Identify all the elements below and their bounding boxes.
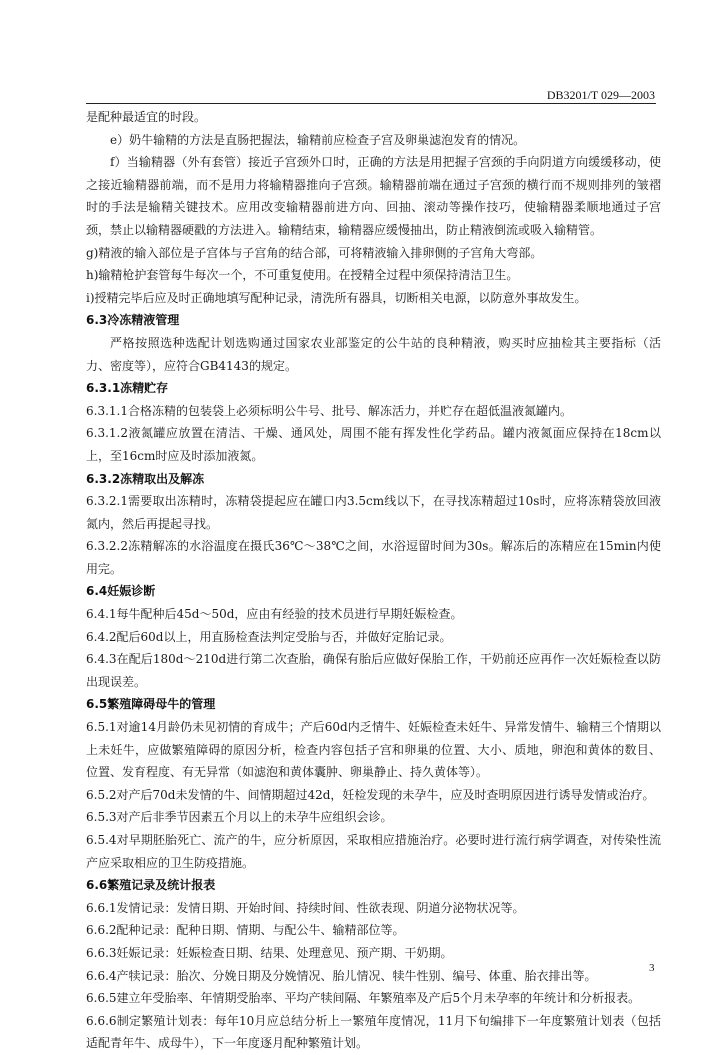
paragraph: 6.6.6制定繁殖计划表：每年10月应总结分析上一繁殖年度情况，11月下旬编排下一年度繁殖计划表（包括适配青年牛、成母牛），下一年度逐月配种繁殖计划。 [86,1013,661,1051]
section-heading: 6.5繁殖障碍母牛的管理 [86,697,216,712]
paragraph: h)输精枪护套管每牛每次一个，不可重复使用。在授精全过程中须保持清洁卫生。 [86,268,519,283]
section-heading: 6.6繁殖记录及统计报表 [86,878,216,893]
page-number: 3 [649,962,655,974]
paragraph: 6.6.4产犊记录：胎次、分娩日期及分娩情况、胎儿情况、犊牛性别、编号、体重、胎衣排出等。 [86,968,597,983]
paragraph: 6.4.1每牛配种后45d～50d，应由有经验的技术员进行早期妊娠检查。 [86,607,463,622]
section-heading: 6.3.2冻精取出及解冻 [86,471,205,486]
section-heading: 6.3.1冻精贮存 [86,381,169,396]
paragraph: 6.3.2.2冻精解冻的水浴温度在摄氏36℃～38℃之间，水浴逗留时间为30s。解冻后的冻精应在15min内使用完。 [86,539,661,576]
document-body [86,106,661,1055]
paragraph: 6.6.1发情记录：发情日期、开始时间、持续时间、性欲表现、阴道分泌物状况等。 [86,900,525,915]
paragraph: 6.3.1.1合格冻精的包装袋上必须标明公牛号、批号、解冻活力，并贮存在超低温液氮罐内。 [86,403,572,418]
paragraph: 6.5.3对产后非季节因素五个月以上的未孕牛应组织会诊。 [86,810,393,825]
section-heading: 6.3冷冻精液管理 [86,313,180,328]
paragraph: e）奶牛输精的方法是直肠把握法，输精前应检查子宫及卵巢滤泡发育的情况。 [110,132,526,147]
paragraph: 是配种最适宜的时段。 [86,110,207,124]
paragraph: i)授精完毕后应及时正确地填写配种记录，清洗所有器具，切断相关电源，以防意外事故发生。 [86,290,587,305]
paragraph: 6.6.2配种记录：配种日期、情期、与配公牛、输精部位等。 [86,923,405,938]
paragraph: 6.3.1.2液氮罐应放置在清洁、干燥、通风处，周围不能有挥发性化学药品。罐内液氮面应保持在18cm以上，至16cm时应及时添加液氮。 [86,426,661,463]
document-code: DB3201/T 029—2003 [546,88,655,102]
paragraph: 6.6.5建立年受胎率、年情期受胎率、平均产犊间隔、年繁殖率及产后5个月未孕率的年统计和分析报表。 [86,991,641,1006]
paragraph: 6.4.3在配后180d～210d进行第二次查胎，确保有胎后应做好保胎工作，干奶前还应再作一次妊娠检查以防出现误差。 [86,652,661,689]
section-heading: 6.4妊娠诊断 [86,584,156,599]
paragraph: 6.5.4对早期胚胎死亡、流产的牛，应分析原因，采取相应措施治疗。必要时进行流行病学调查，对传染性流产应采取相应的卫生防疫措施。 [86,833,661,870]
paragraph: 6.4.2配后60d以上，用直肠检查法判定受胎与否，并做好定胎记录。 [86,629,452,644]
paragraph: 严格按照选种选配计划选购通过国家农业部鉴定的公牛站的良种精液，购买时应抽检其主要指标（活力、密度等），应符合GB4143的规定。 [86,335,661,373]
paragraph: 6.5.2对产后70d未发情的牛、间情期超过42d，妊检发现的未孕牛，应及时查明原因进行诱导发情或治疗。 [86,787,655,802]
paragraph: f）当输精器（外有套管）接近子宫颈外口时，正确的方法是用把握子宫颈的手向阴道方向缓缓移动，使之接近输精器前端，而不是用力将输精器推向子宫颈。输精器前端在通过子宫颈的横行而不规则排列的皱褶时的手法是输精关键技术。应用改变输精器前进方向、回抽、滚动等操作技巧，使输精器柔顺地通过子宫颈，禁止以输精器硬戳的方法进入。输精结束，输精器应缓慢抽出，防止精液倒流或吸入输精管。 [86,155,661,237]
paragraph: 6.5.1对逾14月龄仍未见初情的育成牛；产后60d内乏情牛、妊娠检查未妊牛、异常发情牛、输精三个情期以上未妊牛，应做繁殖障碍的原因分析，检查内容包括子宫和卵巢的位置、大小、质地，卵泡和黄体的数目、位置、发育程度、有无异常（如滤泡和黄体囊肿、卵巢静止、持久黄体等）。 [86,720,661,780]
paragraph: 6.6.3妊娠记录：妊娠检查日期、结果、处理意见、预产期、干奶期。 [86,945,453,960]
paragraph: 6.3.2.1需要取出冻精时，冻精袋提起应在罐口内3.5cm线以下，在寻找冻精超过10s时，应将冻精袋放回液氮内，然后再提起寻找。 [86,494,661,531]
header-rule [86,103,656,104]
paragraph: g)精液的输入部位是子宫体与子宫角的结合部，可将精液输入排卵侧的子宫角大弯部。 [86,245,543,260]
